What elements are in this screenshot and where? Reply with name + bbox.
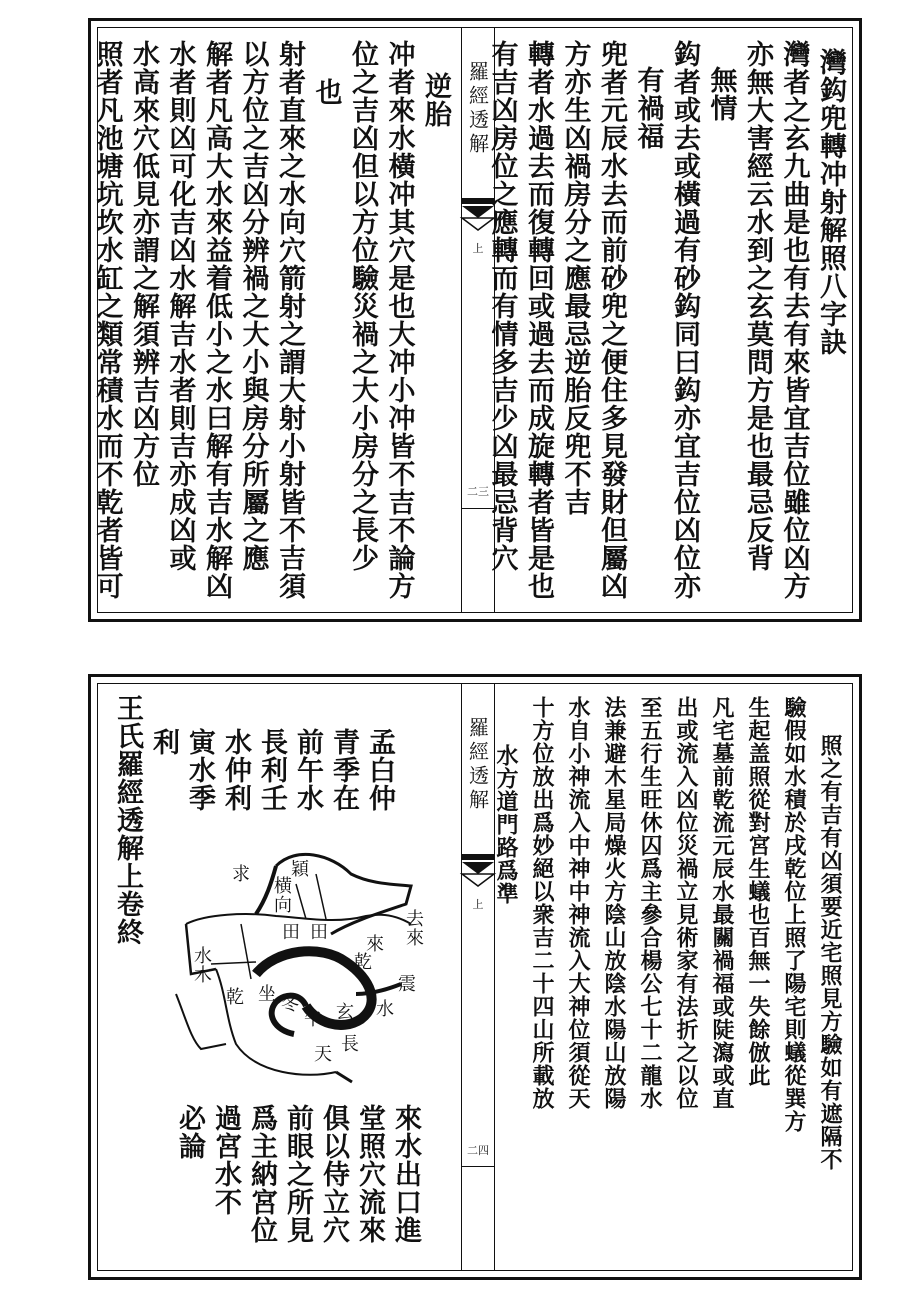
text-column: 十方位放出爲妙絕以衆吉二十四山所載放 — [529, 696, 555, 1110]
spine-divider — [462, 1166, 494, 1167]
text-column: 水仲利 — [220, 728, 251, 812]
text-column: 也 — [310, 78, 342, 106]
diagram-label: 玄 — [333, 1002, 354, 1021]
diagram-label: 横向 — [271, 876, 292, 914]
text-column: 俱以侍立穴 — [318, 1104, 349, 1244]
upper-right-half — [486, 28, 852, 612]
diagram-label: 震 — [395, 974, 416, 993]
text-column: 生起盖照從對宮生蟻也百無一失餘倣此 — [745, 696, 771, 1087]
diagram-label: 天 — [311, 1044, 332, 1063]
diagram-label: 乾 — [351, 952, 372, 971]
text-column: 兜者元辰水去而前砂兜之便住多見發財但屬凶 — [596, 40, 627, 600]
diagram-label: 穎 — [288, 859, 309, 878]
text-column: 水高來穴低見亦謂之解須辨吉凶方位 — [128, 40, 159, 488]
lower-page — [88, 674, 862, 1280]
diagram-label: 田 — [307, 922, 328, 941]
page-number: 二四 — [467, 1144, 489, 1157]
text-column: 無情 — [705, 66, 737, 122]
text-column: 有禍福 — [632, 66, 664, 150]
text-column: 長利壬 — [256, 728, 287, 812]
text-column: 轉者水過去而復轉回或過去而成旋轉者皆是也 — [523, 40, 554, 600]
lower-spine — [461, 684, 495, 1270]
diagram-label: 來 — [363, 934, 384, 953]
upper-left-half — [91, 28, 461, 612]
text-column: 利 — [148, 728, 179, 756]
diagram-label: 乾 — [223, 987, 244, 1006]
text-column: 堂照穴流來 — [354, 1104, 385, 1244]
text-column: 灣者之玄九曲是也有去有來皆宜吉位雖位凶方 — [778, 40, 810, 600]
text-column: 逆胎 — [420, 72, 451, 128]
text-column: 水方道門路爲準 — [493, 744, 519, 905]
spine-title: 羅經透解 — [465, 717, 490, 813]
text-column: 寅水季 — [184, 728, 215, 812]
upper-page-frame — [91, 27, 853, 613]
text-column: 法兼避木星局燥火方陰山放陰水陽山放陽 — [601, 696, 627, 1110]
text-column: 孟白仲 — [364, 728, 395, 812]
text-column: 過宮水不 — [210, 1104, 241, 1216]
text-column: 凡宅墓前亁流元辰水最關禍福或陡瀉或直 — [709, 696, 735, 1110]
diagram-label: 水 — [373, 999, 394, 1018]
text-column: 水自小神流入中神中神流入大神位須從天 — [565, 696, 591, 1110]
diagram-label: 冬 — [278, 994, 299, 1013]
text-column: 冲者來水橫冲其穴是也大冲小冲皆不吉不論方 — [383, 40, 415, 600]
text-column: 照者凡池塘坑坎水缸之類常積水而不亁者皆可 — [91, 40, 123, 600]
text-column: 有吉凶房位之應轉而有情多吉少凶最忌背穴 — [486, 40, 518, 572]
text-column: 出或流入凶位災禍立見術家有法折之以位 — [673, 696, 699, 1110]
text-column: 水者則凶可化吉凶水解吉水者則吉亦成凶或 — [164, 40, 196, 572]
fishtail-mark — [462, 854, 494, 888]
text-column: 位之吉凶但以方位驗災禍之大小房分之長少 — [347, 40, 378, 572]
text-column: 鈎者或去或橫過有砂鈎同曰鈎亦宜吉位凶位亦 — [669, 40, 700, 600]
lower-page-frame — [97, 683, 853, 1271]
text-column: 以方位之吉凶分辨禍之大小與房分所屬之應 — [237, 40, 269, 572]
spine-title: 羅經透解 — [465, 61, 490, 157]
text-column: 射者直來之水向穴箭射之謂大射小射皆不吉須 — [274, 40, 305, 600]
text-column: 解者凡高大水來益着低小之水曰解有吉水解凶 — [201, 40, 232, 600]
text-column: 前眼之所見 — [282, 1104, 313, 1244]
text-column: 必論 — [174, 1104, 205, 1160]
diagram-label: 水木 — [191, 946, 212, 984]
diagram-label: 坐 — [255, 984, 276, 1003]
diagram-label: 去來 — [403, 909, 424, 947]
lower-left-half — [98, 684, 461, 1270]
leaf-number: 上 — [472, 242, 484, 255]
text-column: 至五行生旺休囚爲主參合楊公七十二龍水 — [637, 696, 663, 1110]
lower-right-half — [493, 684, 852, 1270]
text-column: 王氏羅經透解上卷終 — [112, 694, 143, 946]
text-column: 方亦生凶禍房分之應最忌逆胎反兜不吉 — [559, 40, 591, 516]
text-column: 亦無大害經云水到之玄莫問方是也最忌反背 — [742, 40, 773, 572]
diagram-label: 午 — [301, 1009, 322, 1028]
upper-page — [88, 18, 862, 622]
leaf-number: 上 — [472, 898, 484, 911]
text-column: 驗假如水積於戌乾位上照了陽宅則蟻從巽方 — [781, 696, 807, 1133]
text-column: 來水出口進 — [390, 1104, 421, 1244]
text-column: 照之有吉有凶須要近宅照見方驗如有遮隔不 — [817, 734, 843, 1171]
page-number: 二三 — [467, 485, 489, 498]
text-column: 青季在 — [328, 728, 359, 812]
diagram-label: 田 — [279, 922, 300, 941]
text-column: 前午水 — [292, 728, 323, 812]
text-column: 灣鈎兜轉冲射解照八字訣 — [815, 48, 846, 356]
diagram-label: 求 — [229, 864, 250, 883]
diagram-label: 長 — [338, 1034, 359, 1053]
text-column: 爲主納宮位 — [246, 1104, 277, 1244]
